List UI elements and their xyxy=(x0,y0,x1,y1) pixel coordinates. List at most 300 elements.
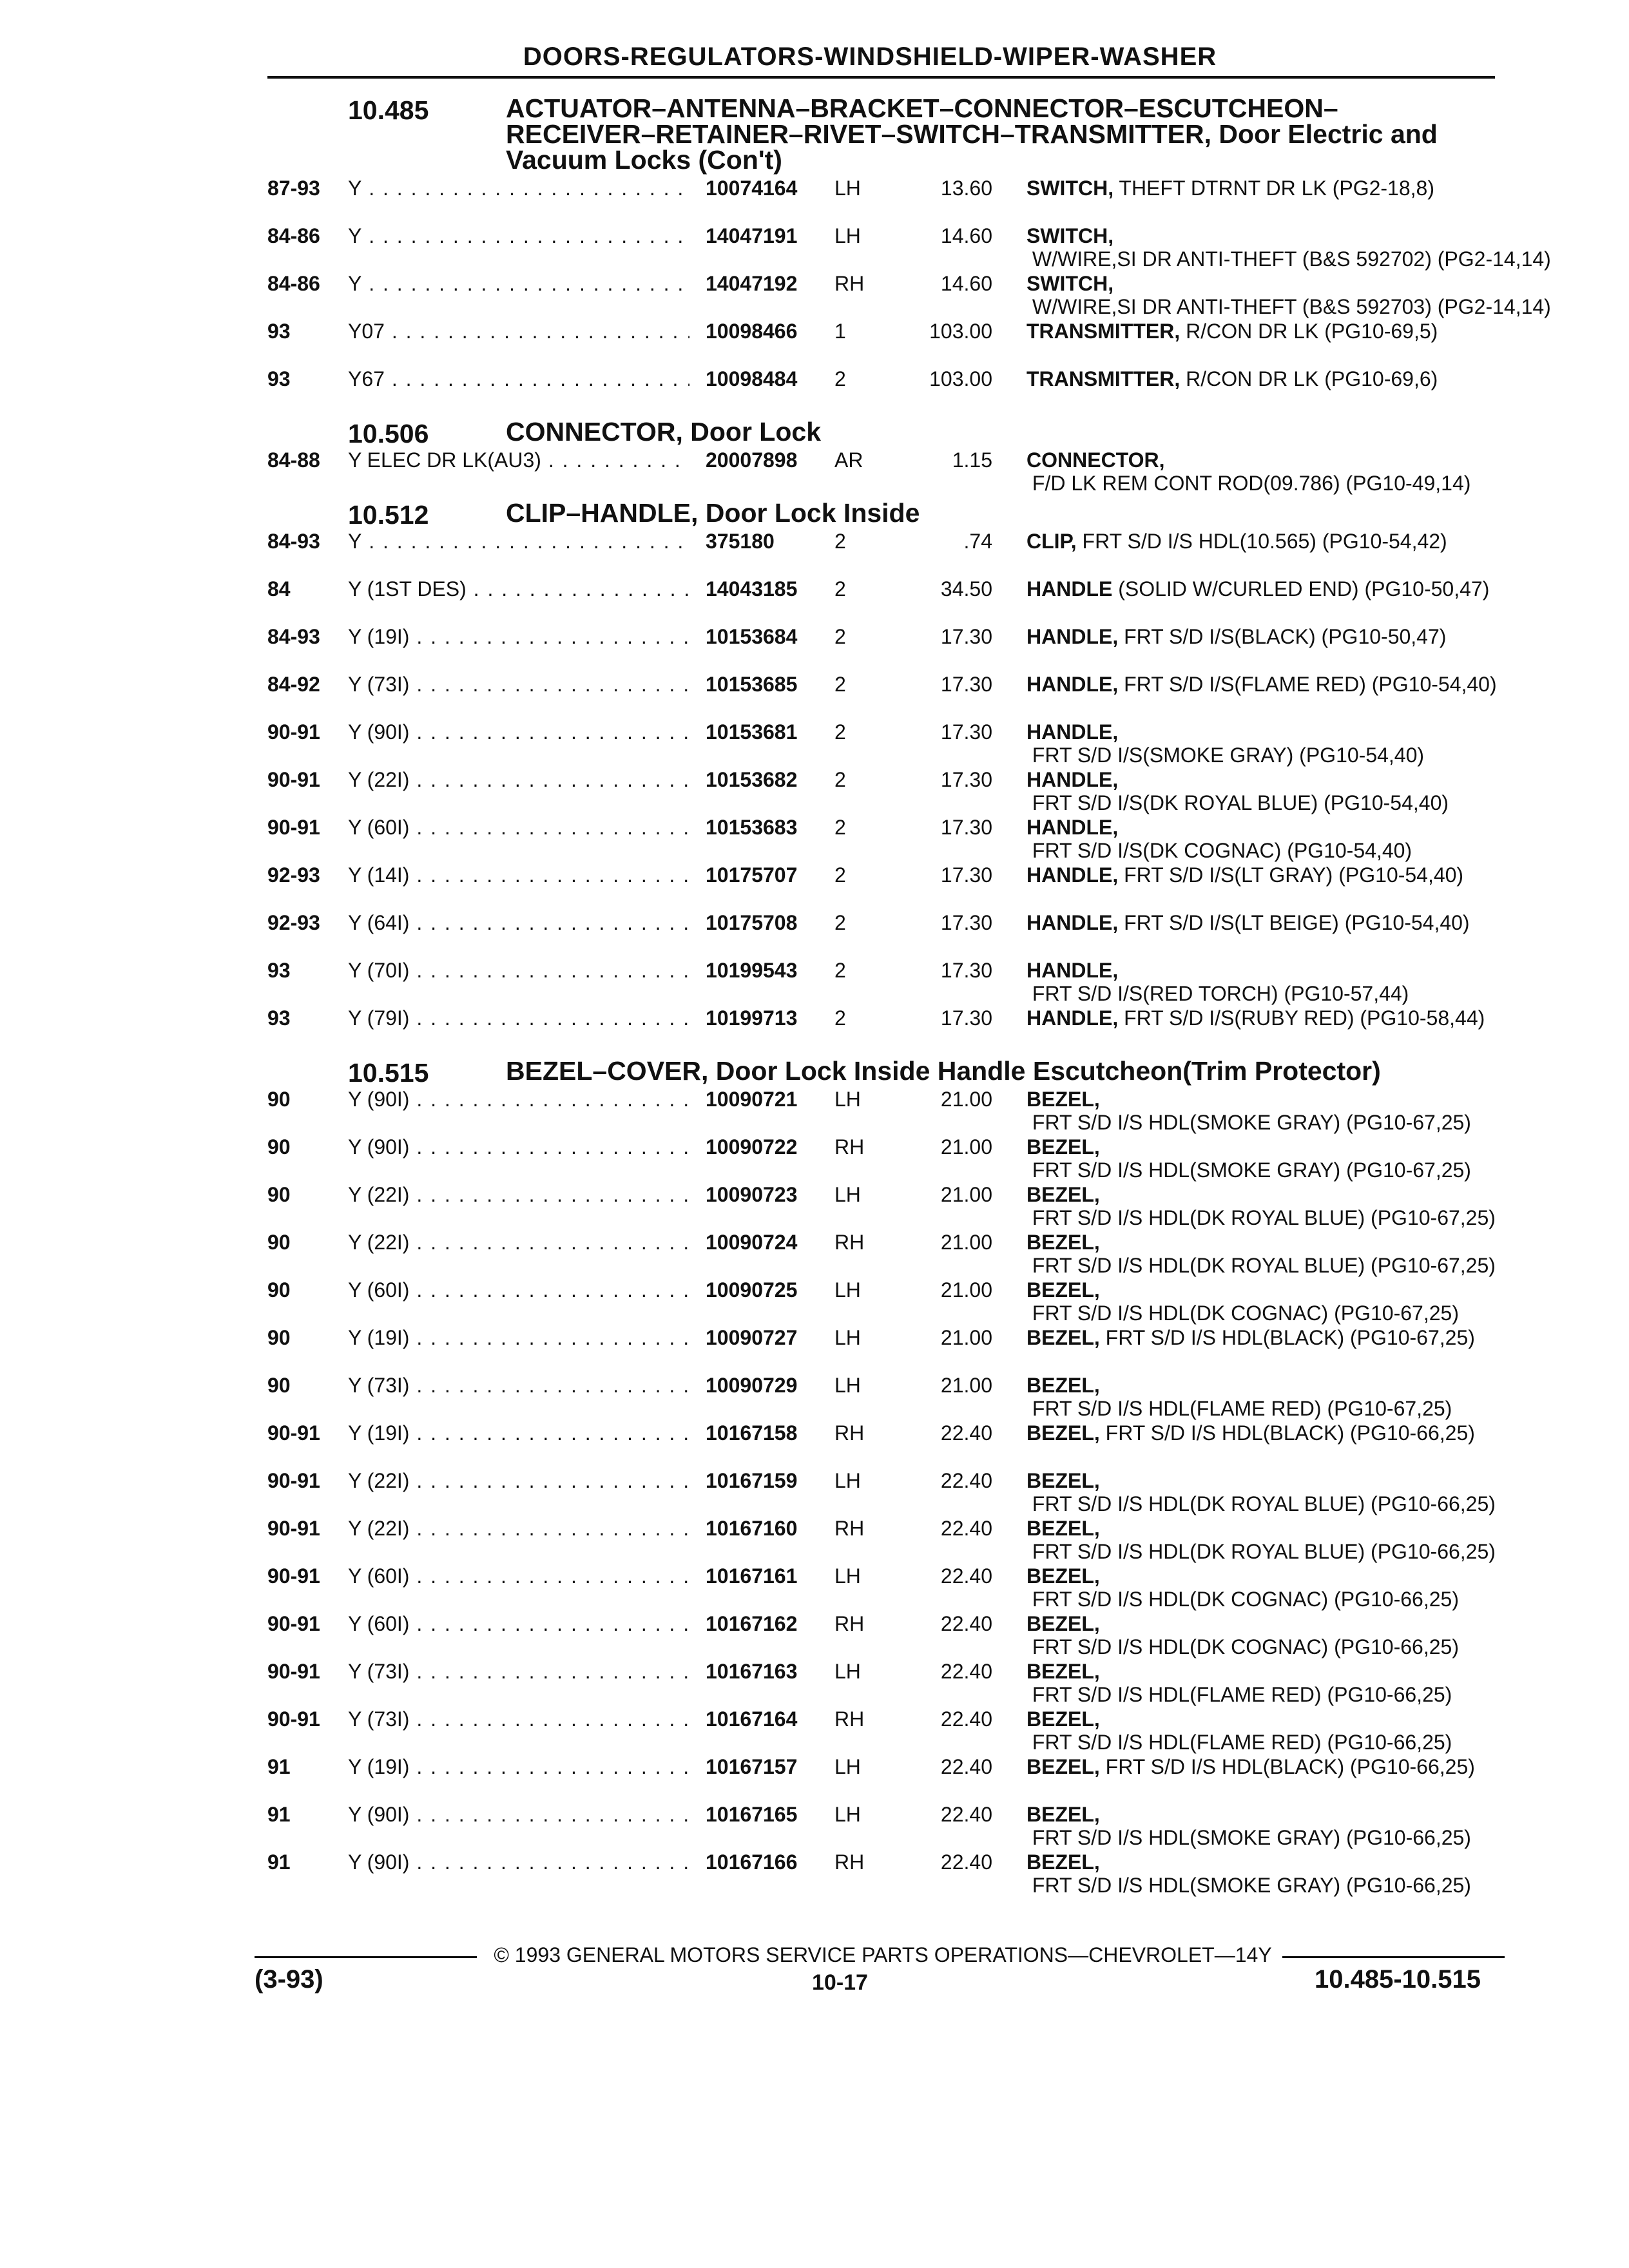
model-code: Y (70I) . . . xyxy=(348,959,689,982)
part-row xyxy=(0,320,1629,367)
price: 17.30 xyxy=(940,1006,992,1030)
description xyxy=(1027,1517,1497,1563)
price: 21.00 xyxy=(940,1183,992,1206)
part-number: 10090724 xyxy=(706,1231,798,1254)
description-keyword: SWITCH, xyxy=(1027,177,1114,200)
part-number: 14047192 xyxy=(706,272,798,295)
part-row xyxy=(0,863,1629,911)
model-years: 84-88 xyxy=(267,448,320,472)
part-row xyxy=(0,816,1629,863)
description-keyword: BEZEL, xyxy=(1027,1469,1100,1492)
description-text: FRT S/D I/S HDL(DK ROYAL BLUE) (PG10-67,25) xyxy=(1027,1254,1496,1277)
model-years: 90 xyxy=(267,1326,291,1349)
quantity: RH xyxy=(834,272,865,295)
model-code: Y (60I) . . . xyxy=(348,1612,689,1635)
description xyxy=(1027,1374,1497,1420)
model-code: Y (1ST DES) . . . xyxy=(348,577,689,601)
description xyxy=(1027,1469,1497,1515)
quantity: AR xyxy=(834,448,863,472)
model-years: 90 xyxy=(267,1278,291,1302)
model-years: 90-91 xyxy=(267,768,320,791)
part-number: 10153685 xyxy=(706,673,798,696)
part-number: 10167165 xyxy=(706,1803,798,1826)
description-text: FRT S/D I/S HDL(10.565) (PG10-54,42) xyxy=(1076,530,1447,553)
section-title: CONNECTOR, Door Lock xyxy=(506,417,821,447)
quantity: LH xyxy=(834,1088,861,1111)
description xyxy=(1027,1803,1497,1849)
section-number: 10.506 xyxy=(348,419,429,448)
model-code: Y (73I) . . . xyxy=(348,1660,689,1683)
part-number: 10167163 xyxy=(706,1660,798,1683)
price: 17.30 xyxy=(940,625,992,648)
description-keyword: HANDLE, xyxy=(1027,911,1119,934)
quantity: 2 xyxy=(834,530,846,553)
description-keyword: HANDLE, xyxy=(1027,863,1119,887)
price: 103.00 xyxy=(929,320,992,343)
description xyxy=(1027,1707,1497,1754)
header-rule xyxy=(267,76,1495,79)
model-code: Y (22I) . . . xyxy=(348,1231,689,1254)
price: 17.30 xyxy=(940,863,992,887)
price: .74 xyxy=(963,530,992,553)
part-row xyxy=(0,959,1629,1006)
part-number: 10167160 xyxy=(706,1517,798,1540)
description-text: FRT S/D I/S HDL(BLACK) (PG10-66,25) xyxy=(1099,1421,1475,1445)
model-code: Y (19I) . . . xyxy=(348,1326,689,1349)
description-keyword: BEZEL, xyxy=(1027,1278,1100,1302)
part-number: 10167157 xyxy=(706,1755,798,1778)
model-code: Y (90I) . . . xyxy=(348,1803,689,1826)
price: 22.40 xyxy=(940,1421,992,1445)
description-text: FRT S/D I/S(SMOKE GRAY) (PG10-54,40) xyxy=(1027,744,1425,767)
part-row xyxy=(0,1006,1629,1054)
part-row xyxy=(0,1183,1629,1231)
description-text: FRT S/D I/S HDL(DK ROYAL BLUE) (PG10-66,25) xyxy=(1027,1492,1496,1515)
price: 21.00 xyxy=(940,1278,992,1302)
model-years: 90 xyxy=(267,1374,291,1397)
price: 22.40 xyxy=(940,1707,992,1731)
model-years: 90-91 xyxy=(267,1564,320,1588)
part-number: 10167166 xyxy=(706,1850,798,1874)
description xyxy=(1027,1326,1497,1349)
description-text: R/CON DR LK (PG10-69,6) xyxy=(1180,367,1438,390)
description xyxy=(1027,1278,1497,1325)
part-row xyxy=(0,1612,1629,1660)
quantity: 2 xyxy=(834,720,846,744)
description xyxy=(1027,1850,1497,1897)
description-keyword: BEZEL, xyxy=(1027,1135,1100,1158)
description-text: FRT S/D I/S(DK ROYAL BLUE) (PG10-54,40) xyxy=(1027,791,1449,814)
quantity: 2 xyxy=(834,816,846,839)
description xyxy=(1027,272,1551,318)
price: 22.40 xyxy=(940,1755,992,1778)
part-number: 10098484 xyxy=(706,367,798,390)
model-years: 90 xyxy=(267,1088,291,1111)
description xyxy=(1027,224,1551,271)
price: 21.00 xyxy=(940,1326,992,1349)
description xyxy=(1027,959,1497,1005)
description-text: FRT S/D I/S HDL(SMOKE GRAY) (PG10-67,25) xyxy=(1027,1158,1471,1182)
price: 13.60 xyxy=(940,177,992,200)
description-text: FRT S/D I/S(BLACK) (PG10-50,47) xyxy=(1118,625,1447,648)
price: 22.40 xyxy=(940,1564,992,1588)
quantity: LH xyxy=(834,1660,861,1683)
model-code: Y (90I) . . . xyxy=(348,1088,689,1111)
part-row xyxy=(0,1231,1629,1278)
quantity: LH xyxy=(834,1803,861,1826)
description-text: FRT S/D I/S HDL(FLAME RED) (PG10-66,25) xyxy=(1027,1683,1452,1706)
price: 17.30 xyxy=(940,768,992,791)
footer-range: 10.485-10.515 xyxy=(1315,1965,1481,1994)
model-code: Y (19I) . . . xyxy=(348,1421,689,1445)
part-row xyxy=(0,224,1629,272)
quantity: 2 xyxy=(834,768,846,791)
model-code: Y (73I) . . . xyxy=(348,1707,689,1731)
quantity: RH xyxy=(834,1421,865,1445)
price: 22.40 xyxy=(940,1517,992,1540)
description-text: R/CON DR LK (PG10-69,5) xyxy=(1180,320,1438,343)
description xyxy=(1027,177,1497,200)
model-years: 93 xyxy=(267,320,291,343)
page-header: DOORS-REGULATORS-WINDSHIELD-WIPER-WASHER xyxy=(523,43,1217,71)
part-row xyxy=(0,720,1629,768)
description xyxy=(1027,911,1497,934)
description xyxy=(1027,863,1497,887)
description-keyword: BEZEL, xyxy=(1027,1707,1100,1731)
quantity: RH xyxy=(834,1612,865,1635)
model-years: 84 xyxy=(267,577,291,601)
part-number: 10153684 xyxy=(706,625,798,648)
model-years: 90-91 xyxy=(267,720,320,744)
section-title: BEZEL–COVER, Door Lock Inside Handle Escutcheon(Trim Protector) xyxy=(506,1056,1381,1086)
price: 17.30 xyxy=(940,911,992,934)
description xyxy=(1027,1006,1497,1030)
part-row xyxy=(0,1326,1629,1374)
part-number: 10175708 xyxy=(706,911,798,934)
description-keyword: SWITCH, xyxy=(1027,272,1114,295)
part-row xyxy=(0,1469,1629,1517)
price: 21.00 xyxy=(940,1231,992,1254)
quantity: LH xyxy=(834,177,861,200)
quantity: 2 xyxy=(834,577,846,601)
model-code: Y . . . xyxy=(348,177,689,200)
description xyxy=(1027,673,1497,696)
page-number: 10-17 xyxy=(812,1970,868,1995)
description-keyword: BEZEL, xyxy=(1027,1755,1100,1778)
description-keyword: BEZEL, xyxy=(1027,1660,1100,1683)
description-text: FRT S/D I/S HDL(FLAME RED) (PG10-67,25) xyxy=(1027,1397,1452,1420)
part-row xyxy=(0,448,1629,496)
description xyxy=(1027,448,1497,495)
description xyxy=(1027,1231,1497,1277)
part-number: 10153683 xyxy=(706,816,798,839)
quantity: 2 xyxy=(834,625,846,648)
section-header xyxy=(0,417,1629,448)
description-keyword: BEZEL, xyxy=(1027,1612,1100,1635)
part-number: 10167158 xyxy=(706,1421,798,1445)
part-row xyxy=(0,1517,1629,1564)
description-text: FRT S/D I/S HDL(FLAME RED) (PG10-66,25) xyxy=(1027,1731,1452,1754)
model-code: Y (22I) . . . xyxy=(348,1517,689,1540)
description-keyword: HANDLE xyxy=(1027,577,1113,601)
description-keyword: HANDLE, xyxy=(1027,959,1119,982)
model-years: 90-91 xyxy=(267,1421,320,1445)
description-keyword: BEZEL, xyxy=(1027,1803,1100,1826)
part-number: 10153681 xyxy=(706,720,798,744)
description-text: FRT S/D I/S HDL(SMOKE GRAY) (PG10-66,25) xyxy=(1027,1826,1471,1849)
part-number: 10090723 xyxy=(706,1183,798,1206)
description-text: FRT S/D I/S(FLAME RED) (PG10-54,40) xyxy=(1118,673,1497,696)
part-row xyxy=(0,1421,1629,1469)
price: 21.00 xyxy=(940,1088,992,1111)
quantity: RH xyxy=(834,1517,865,1540)
section-header xyxy=(0,498,1629,530)
part-row xyxy=(0,1278,1629,1326)
model-code: Y ELEC DR LK(AU3) . . . xyxy=(348,448,689,472)
model-years: 90-91 xyxy=(267,1517,320,1540)
section-header xyxy=(0,1056,1629,1088)
quantity: 2 xyxy=(834,959,846,982)
part-row xyxy=(0,1660,1629,1707)
quantity: RH xyxy=(834,1707,865,1731)
model-years: 84-93 xyxy=(267,625,320,648)
part-number: 10090729 xyxy=(706,1374,798,1397)
model-code: Y (90I) . . . xyxy=(348,720,689,744)
model-years: 92-93 xyxy=(267,911,320,934)
description-keyword: HANDLE, xyxy=(1027,1006,1119,1030)
quantity: LH xyxy=(834,224,861,247)
part-number: 375180 xyxy=(706,530,775,553)
price: 34.50 xyxy=(940,577,992,601)
price: 22.40 xyxy=(940,1850,992,1874)
part-number: 10090725 xyxy=(706,1278,798,1302)
part-row xyxy=(0,1374,1629,1421)
description xyxy=(1027,1135,1497,1182)
price: 21.00 xyxy=(940,1135,992,1158)
price: 22.40 xyxy=(940,1469,992,1492)
description xyxy=(1027,320,1497,343)
section-header xyxy=(0,95,1629,173)
description-keyword: BEZEL, xyxy=(1027,1517,1100,1540)
model-years: 93 xyxy=(267,1006,291,1030)
model-code: Y (22I) . . . xyxy=(348,768,689,791)
description xyxy=(1027,1755,1497,1778)
part-number: 10153682 xyxy=(706,768,798,791)
description-text: FRT S/D I/S(LT BEIGE) (PG10-54,40) xyxy=(1118,911,1470,934)
description xyxy=(1027,1564,1497,1611)
description-text: FRT S/D I/S HDL(BLACK) (PG10-67,25) xyxy=(1099,1326,1475,1349)
description-text: THEFT DTRNT DR LK (PG2-18,8) xyxy=(1113,177,1434,200)
description-text: W/WIRE,SI DR ANTI-THEFT (B&S 592703) (PG2-14,14) xyxy=(1027,295,1551,318)
part-row xyxy=(0,625,1629,673)
model-years: 90-91 xyxy=(267,1612,320,1635)
description-text: FRT S/D I/S HDL(DK ROYAL BLUE) (PG10-66,25) xyxy=(1027,1540,1496,1563)
model-years: 90-91 xyxy=(267,1469,320,1492)
footer-rule-left xyxy=(255,1956,477,1958)
quantity: LH xyxy=(834,1326,861,1349)
description-text: FRT S/D I/S(RED TORCH) (PG10-57,44) xyxy=(1027,982,1409,1005)
section-number: 10.485 xyxy=(348,95,429,125)
quantity: 2 xyxy=(834,863,846,887)
quantity: RH xyxy=(834,1135,865,1158)
part-number: 10167164 xyxy=(706,1707,798,1731)
part-row xyxy=(0,367,1629,415)
model-code: Y (19I) . . . xyxy=(348,625,689,648)
price: 17.30 xyxy=(940,959,992,982)
part-row xyxy=(0,530,1629,577)
description-text: FRT S/D I/S HDL(DK COGNAC) (PG10-67,25) xyxy=(1027,1302,1459,1325)
description-text: FRT S/D I/S HDL(BLACK) (PG10-66,25) xyxy=(1099,1755,1475,1778)
quantity: LH xyxy=(834,1469,861,1492)
section-number: 10.515 xyxy=(348,1058,429,1088)
section-number: 10.512 xyxy=(348,500,429,530)
model-code: Y (22I) . . . xyxy=(348,1469,689,1492)
price: 14.60 xyxy=(940,224,992,247)
quantity: 1 xyxy=(834,320,846,343)
part-row xyxy=(0,1755,1629,1803)
model-code: Y . . . xyxy=(348,224,689,247)
description-text: FRT S/D I/S HDL(DK COGNAC) (PG10-66,25) xyxy=(1027,1588,1459,1611)
part-row xyxy=(0,911,1629,959)
price: 17.30 xyxy=(940,720,992,744)
quantity: RH xyxy=(834,1850,865,1874)
part-row xyxy=(0,1088,1629,1135)
description xyxy=(1027,625,1497,648)
quantity: RH xyxy=(834,1231,865,1254)
model-code: Y (73I) . . . xyxy=(348,673,689,696)
model-code: Y (79I) . . . xyxy=(348,1006,689,1030)
part-number: 10090721 xyxy=(706,1088,798,1111)
description-text: FRT S/D I/S HDL(SMOKE GRAY) (PG10-67,25) xyxy=(1027,1111,1471,1134)
part-number: 20007898 xyxy=(706,448,798,472)
model-code: Y07 . . . xyxy=(348,320,689,343)
description-text: FRT S/D I/S(RUBY RED) (PG10-58,44) xyxy=(1118,1006,1485,1030)
part-number: 10090727 xyxy=(706,1326,798,1349)
description-keyword: HANDLE, xyxy=(1027,673,1119,696)
model-code: Y (64I) . . . xyxy=(348,911,689,934)
model-years: 90-91 xyxy=(267,1660,320,1683)
description xyxy=(1027,1421,1497,1445)
price: 22.40 xyxy=(940,1803,992,1826)
model-code: Y (60I) . . . xyxy=(348,816,689,839)
model-years: 90 xyxy=(267,1135,291,1158)
part-number: 10098466 xyxy=(706,320,798,343)
price: 17.30 xyxy=(940,673,992,696)
price: 103.00 xyxy=(929,367,992,390)
description-keyword: CLIP, xyxy=(1027,530,1077,553)
description-text: FRT S/D I/S HDL(DK ROYAL BLUE) (PG10-67,25) xyxy=(1027,1206,1496,1229)
model-years: 93 xyxy=(267,367,291,390)
description-text: FRT S/D I/S HDL(SMOKE GRAY) (PG10-66,25) xyxy=(1027,1874,1471,1897)
model-code: Y67 . . . xyxy=(348,367,689,390)
model-years: 84-86 xyxy=(267,224,320,247)
quantity: LH xyxy=(834,1183,861,1206)
price: 17.30 xyxy=(940,816,992,839)
part-row xyxy=(0,177,1629,224)
quantity: 2 xyxy=(834,367,846,390)
part-number: 14047191 xyxy=(706,224,798,247)
model-years: 84-93 xyxy=(267,530,320,553)
part-row xyxy=(0,673,1629,720)
model-years: 91 xyxy=(267,1850,291,1874)
description xyxy=(1027,768,1497,814)
model-years: 93 xyxy=(267,959,291,982)
quantity: LH xyxy=(834,1755,861,1778)
footer-rule-right xyxy=(1282,1956,1505,1958)
description-keyword: HANDLE, xyxy=(1027,625,1119,648)
description-keyword: BEZEL, xyxy=(1027,1564,1100,1588)
part-number: 10074164 xyxy=(706,177,798,200)
model-code: Y . . . xyxy=(348,530,689,553)
section-title: ACTUATOR–ANTENNA–BRACKET–CONNECTOR–ESCUTCHEON–RECEIVER–RETAINER–RIVET–SWITCH–TRANSMITTER, Door Electric and Vacuum Locks (Con't) xyxy=(506,93,1438,175)
description xyxy=(1027,1183,1497,1229)
description-keyword: BEZEL, xyxy=(1027,1088,1100,1111)
model-code: Y . . . xyxy=(348,272,689,295)
model-code: Y (90I) . . . xyxy=(348,1850,689,1874)
quantity: 2 xyxy=(834,1006,846,1030)
price: 22.40 xyxy=(940,1612,992,1635)
description-keyword: HANDLE, xyxy=(1027,720,1119,744)
quantity: LH xyxy=(834,1374,861,1397)
part-row xyxy=(0,1135,1629,1183)
model-years: 90 xyxy=(267,1231,291,1254)
description-keyword: TRANSMITTER, xyxy=(1027,367,1181,390)
model-years: 90-91 xyxy=(267,1707,320,1731)
quantity: LH xyxy=(834,1278,861,1302)
quantity: 2 xyxy=(834,911,846,934)
description-keyword: SWITCH, xyxy=(1027,224,1114,247)
parts-listing xyxy=(0,95,1629,1898)
part-row xyxy=(0,1564,1629,1612)
model-years: 90-91 xyxy=(267,816,320,839)
price: 22.40 xyxy=(940,1660,992,1683)
description-text: F/D LK REM CONT ROD(09.786) (PG10-49,14) xyxy=(1027,472,1471,495)
model-code: Y (60I) . . . xyxy=(348,1564,689,1588)
model-years: 91 xyxy=(267,1755,291,1778)
model-code: Y (60I) . . . xyxy=(348,1278,689,1302)
part-number: 14043185 xyxy=(706,577,798,601)
section-title: CLIP–HANDLE, Door Lock Inside xyxy=(506,498,920,528)
description-keyword: BEZEL, xyxy=(1027,1326,1100,1349)
description xyxy=(1027,367,1497,390)
quantity: LH xyxy=(834,1564,861,1588)
part-number: 10090722 xyxy=(706,1135,798,1158)
part-row xyxy=(0,768,1629,816)
description-keyword: BEZEL, xyxy=(1027,1231,1100,1254)
model-code: Y (73I) . . . xyxy=(348,1374,689,1397)
part-number: 10167162 xyxy=(706,1612,798,1635)
description xyxy=(1027,1088,1497,1134)
model-years: 84-92 xyxy=(267,673,320,696)
description xyxy=(1027,1612,1497,1658)
model-years: 92-93 xyxy=(267,863,320,887)
description-text: FRT S/D I/S HDL(DK COGNAC) (PG10-66,25) xyxy=(1027,1635,1459,1658)
part-row xyxy=(0,1850,1629,1898)
description-keyword: CONNECTOR, xyxy=(1027,448,1165,472)
description-keyword: BEZEL, xyxy=(1027,1850,1100,1874)
model-years: 87-93 xyxy=(267,177,320,200)
part-row xyxy=(0,577,1629,625)
part-number: 10199713 xyxy=(706,1006,798,1030)
model-code: Y (90I) . . . xyxy=(348,1135,689,1158)
description-keyword: BEZEL, xyxy=(1027,1183,1100,1206)
description xyxy=(1027,1660,1497,1706)
price: 1.15 xyxy=(952,448,992,472)
description xyxy=(1027,816,1497,862)
description-text: FRT S/D I/S(DK COGNAC) (PG10-54,40) xyxy=(1027,839,1412,862)
description xyxy=(1027,577,1497,601)
price: 21.00 xyxy=(940,1374,992,1397)
